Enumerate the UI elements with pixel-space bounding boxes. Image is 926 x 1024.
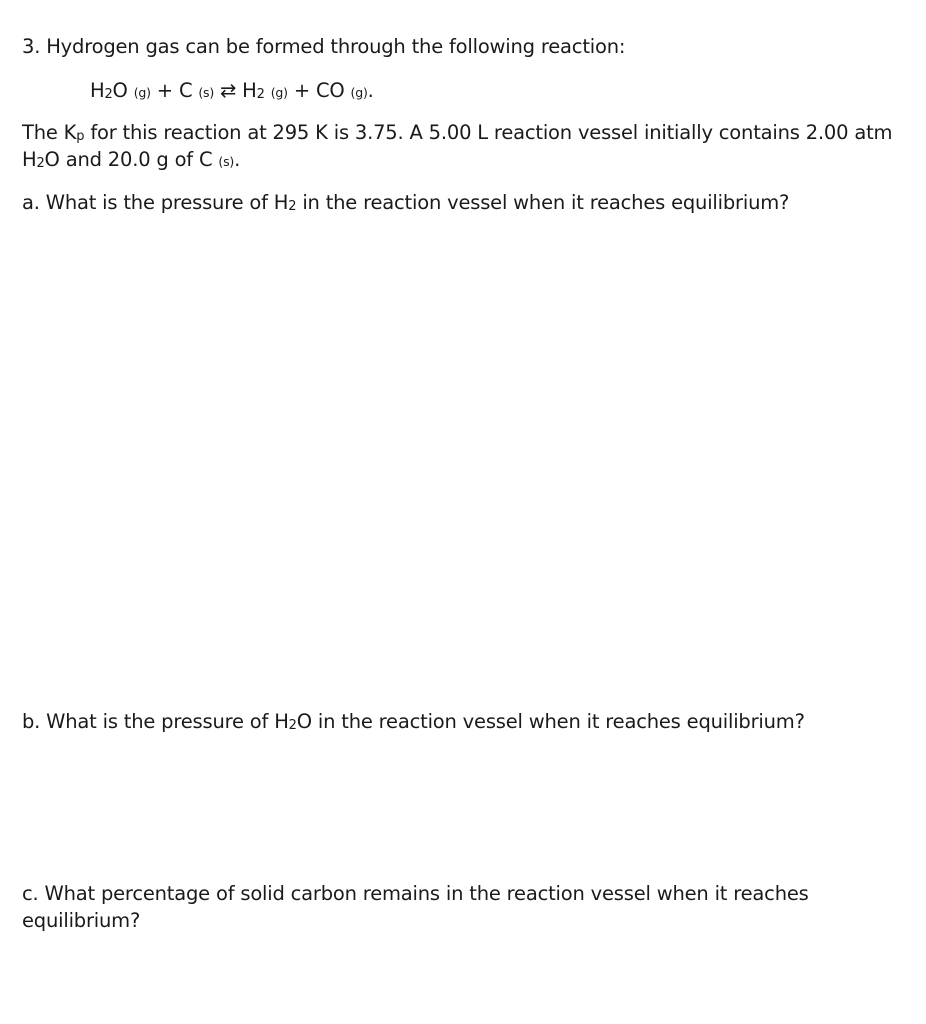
answer-space-c[interactable]: [22, 940, 902, 1020]
eq-reactant1-rest: O: [112, 79, 128, 102]
question-b-subscript: 2: [288, 718, 297, 733]
given-text: for this reaction at 295 K is 3.75. A 5.00 L reaction vessel initially contains 2.00 atm: [84, 121, 893, 144]
given-state: (s): [218, 154, 235, 169]
question-b-text: b. What is the pressure of H: [22, 710, 289, 733]
question-a-text: a. What is the pressure of H: [22, 191, 289, 214]
given-info-line-2: [22, 147, 240, 176]
given-end: .: [234, 148, 241, 171]
reaction-equation: [90, 78, 374, 107]
problem-title: [22, 34, 625, 60]
eq-plus: +: [293, 79, 310, 102]
answer-space-b[interactable]: [22, 741, 902, 871]
eq-reactant2-state: (s): [198, 85, 215, 100]
question-c-line-1: c. What percentage of solid carbon remains in the reaction vessel when it reaches: [22, 882, 809, 905]
question-a-text: in the reaction vessel when it reaches equilibrium?: [296, 191, 790, 214]
eq-reactant1-subscript: 2: [104, 87, 113, 102]
question-c-line-2: equilibrium?: [22, 909, 141, 932]
given-subscript: 2: [36, 156, 45, 171]
equilibrium-arrow-icon: ⇄: [220, 79, 237, 102]
problem-number: 3.: [22, 35, 41, 58]
question-b-text: O in the reaction vessel when it reaches equilibrium?: [296, 710, 805, 733]
question-a-subscript: 2: [288, 199, 297, 214]
eq-product2: CO: [315, 79, 345, 102]
eq-end: .: [367, 79, 374, 102]
eq-plus: +: [156, 79, 173, 102]
given-text: O and 20.0 g of C: [44, 148, 213, 171]
question-a: [22, 190, 789, 219]
eq-reactant1-state: (g): [133, 85, 151, 100]
eq-product1: H: [242, 79, 257, 102]
eq-reactant2: C: [178, 79, 193, 102]
eq-product2-state: (g): [350, 85, 368, 100]
eq-product1-state: (g): [270, 85, 288, 100]
given-info-line-1: [22, 120, 892, 149]
given-text: The K: [22, 121, 77, 144]
problem-title-text: Hydrogen gas can be formed through the following reaction:: [46, 35, 626, 58]
answer-space-a[interactable]: [22, 222, 902, 697]
kp-subscript: p: [76, 129, 85, 144]
given-text: H: [22, 148, 37, 171]
eq-product1-subscript: 2: [256, 87, 265, 102]
eq-reactant1: H: [90, 79, 105, 102]
question-b: [22, 709, 805, 738]
